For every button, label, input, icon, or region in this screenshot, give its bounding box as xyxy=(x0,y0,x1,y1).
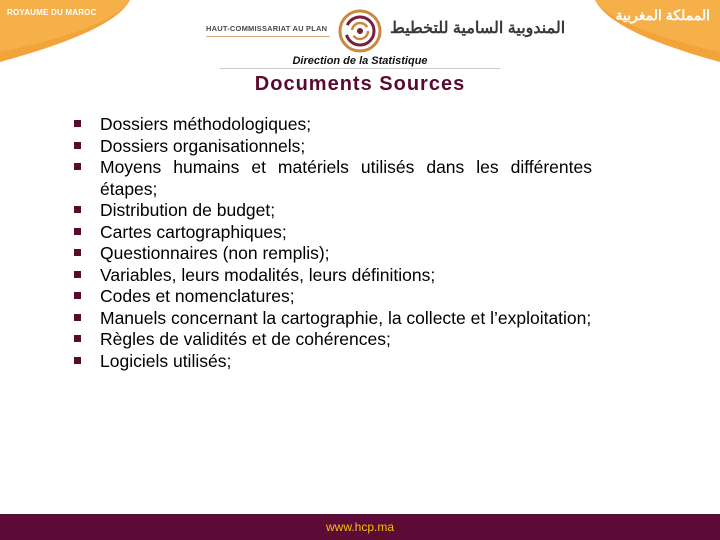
square-bullet-icon xyxy=(74,142,81,149)
hcp-logo-text-fr: HAUT-COMMISSARIAT AU PLAN xyxy=(206,24,328,33)
list-item xyxy=(74,329,592,351)
list-item xyxy=(74,265,592,287)
list-item-text: Moyens humains et matériels utilisés dans les différentes étapes; xyxy=(100,157,592,199)
list-item-text: Variables, leurs modalités, leurs définitions; xyxy=(100,264,436,285)
square-bullet-icon xyxy=(74,163,81,170)
square-bullet-icon xyxy=(74,357,81,364)
square-bullet-icon xyxy=(74,314,81,321)
list-item xyxy=(74,351,592,373)
list-item xyxy=(74,200,592,222)
list-item xyxy=(74,114,592,136)
square-bullet-icon xyxy=(74,335,81,342)
list-item-text: Dossiers méthodologiques; xyxy=(100,114,312,134)
hcp-emblem-icon xyxy=(337,8,383,54)
list-item xyxy=(74,308,592,330)
list-item-text: Questionnaires (non remplis); xyxy=(100,243,330,263)
list-item-text: Logiciels utilisés; xyxy=(100,350,232,371)
list-item xyxy=(74,222,592,244)
list-item-text: Règles de validités et de cohérences; xyxy=(100,329,391,349)
footer-bar xyxy=(0,514,720,540)
list-item-text: Dossiers organisationnels; xyxy=(100,135,306,156)
square-bullet-icon xyxy=(74,228,81,235)
sources-list xyxy=(74,114,592,372)
square-bullet-icon xyxy=(74,271,81,278)
square-bullet-icon xyxy=(74,292,81,299)
kingdom-label-ar: المملكة المغربية xyxy=(615,7,710,23)
list-item xyxy=(74,136,592,158)
list-item-text: Manuels concernant la cartographie, la collecte et l’exploitation; xyxy=(100,307,592,328)
logo-underline xyxy=(206,36,330,37)
slide-title: Documents Sources xyxy=(254,73,466,95)
list-item-text: Codes et nomenclatures; xyxy=(100,286,295,306)
square-bullet-icon xyxy=(74,206,81,213)
list-item-text: Distribution de budget; xyxy=(100,200,276,220)
subtitle-divider xyxy=(220,68,500,69)
list-item xyxy=(74,157,592,200)
slide-subtitle: Direction de la Statistique xyxy=(292,55,428,67)
square-bullet-icon xyxy=(74,120,81,127)
footer-website-link[interactable]: www.hcp.ma xyxy=(325,520,395,534)
list-item xyxy=(74,243,592,265)
list-item-text: Cartes cartographiques; xyxy=(100,221,287,242)
kingdom-label-fr: ROYAUME DU MAROC xyxy=(7,8,97,17)
hcp-logo-text-ar: المندوبية السامية للتخطيط xyxy=(390,20,566,37)
list-item xyxy=(74,286,592,308)
square-bullet-icon xyxy=(74,249,81,256)
